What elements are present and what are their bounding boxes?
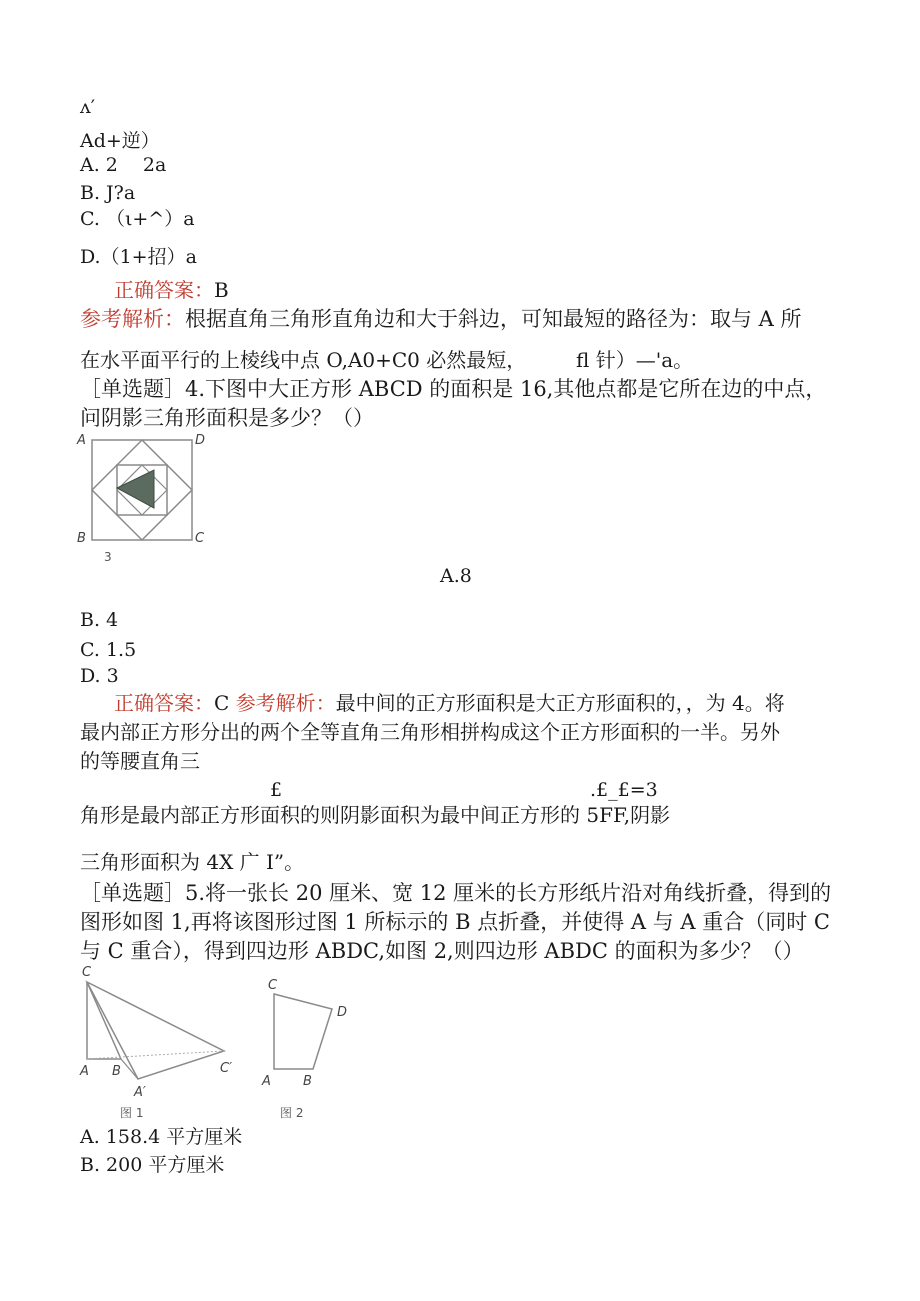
q4-analysis-line2: 最内部正方形分出的两个全等直角三角形相拼构成这个正方形面积的一半。另外 [80,720,780,744]
q4-option-d: D. 3 [80,665,119,687]
q3-option-a: A. 2 2a [80,154,167,176]
label-a: A [262,1074,271,1089]
label-a-prime: A′ [134,1085,146,1100]
q5-stem-line3: 与 C 重合），得到四边形 ABDC,如图 2,则四边形 ABDC 的面积为多少？（） [80,939,804,963]
q4-stem-line2: 问阴影三角形面积是多少？（） [80,406,374,430]
q4-option-b: B. 4 [80,609,119,631]
q5-stem-line1: ［单选题］5.将一张长 20 厘米、宽 12 厘米的长方形纸片沿对角线折叠，得到的 [80,881,832,905]
shaded-triangle [117,470,154,508]
q3-analysis-line1 [80,309,802,330]
stray-mark: ʌ′ [80,96,96,118]
q4-stem-line1: ［单选题］4.下图中大正方形 ABCD 的面积是 16,其他点都是它所在边的中点， [80,377,827,401]
q4-option-a: A.8 [440,565,472,587]
label-a: A [80,1064,89,1079]
fold-large-triangle [87,982,224,1079]
q3-answer [114,280,229,300]
quadrilateral-abdc [274,994,332,1069]
q3-option-c: C. （ι+^）a [80,208,195,230]
figure-caption: 图 2 [280,1106,304,1120]
q4-analysis-line5: 三角形面积为 4X 广 I”。 [80,850,305,874]
q3-analysis-line2a: 在水平面平行的上棱线中点 O,A0+C0 必然最短， [80,348,527,372]
label-c: C [268,978,278,993]
label-b: B [77,531,86,546]
label-c-prime: C′ [220,1061,233,1076]
q4-option-c: C. 1.5 [80,639,137,661]
fraction-left: £ [270,779,283,801]
q5-option-b: B. 200 平方厘米 [80,1154,225,1176]
q5-stem-line2: 图形如图 1,再将该图形过图 1 所标示的 B 点折叠，并使得 A 与 A 重合（同时 C [80,910,830,934]
q3-option-d: D.（1+招）a [80,246,197,268]
figure-caption: 3 [104,550,112,564]
q4-answer-line [114,693,785,713]
answer-label: 正确答案： [114,691,214,715]
analysis-text: 最中间的正方形面积是大正方形面积的，，为 4。将 [335,691,785,715]
q4-analysis-line4: 角形是最内部正方形面积的则阴影面积为最中间正方形的 5FF,阴影 [80,803,671,827]
figure-caption: 图 1 [120,1106,144,1120]
label-c: C [82,965,92,980]
fold-figure-2 [258,972,358,1124]
label-a: A [77,433,86,448]
answer-value: B [214,278,229,302]
analysis-label: 参考解析： [235,691,336,715]
analysis-text: 根据直角三角形直角边和大于斜边，可知最短的路径为：取与 A 所 [185,307,802,331]
q3-stem-tail: Ad+逆） [80,130,160,152]
square-figure [74,430,214,570]
answer-label: 正确答案： [114,278,214,302]
answer-value: C [214,691,230,715]
fold-left-triangle [87,982,121,1059]
fraction-right: .£_£=3 [590,779,658,801]
label-d: D [337,1005,348,1020]
label-b: B [112,1064,121,1079]
label-d: D [195,433,206,448]
label-b: B [303,1074,312,1089]
label-c: C [195,531,205,546]
q3-analysis-line2b: fl 针）—'a。 [576,348,694,372]
q3-option-b: B. J?a [80,182,136,204]
q4-analysis-line3: 的等腰直角三 [80,749,200,773]
analysis-label: 参考解析： [80,307,185,331]
fold-figure-1 [74,962,250,1124]
q5-option-a: A. 158.4 平方厘米 [80,1126,243,1148]
